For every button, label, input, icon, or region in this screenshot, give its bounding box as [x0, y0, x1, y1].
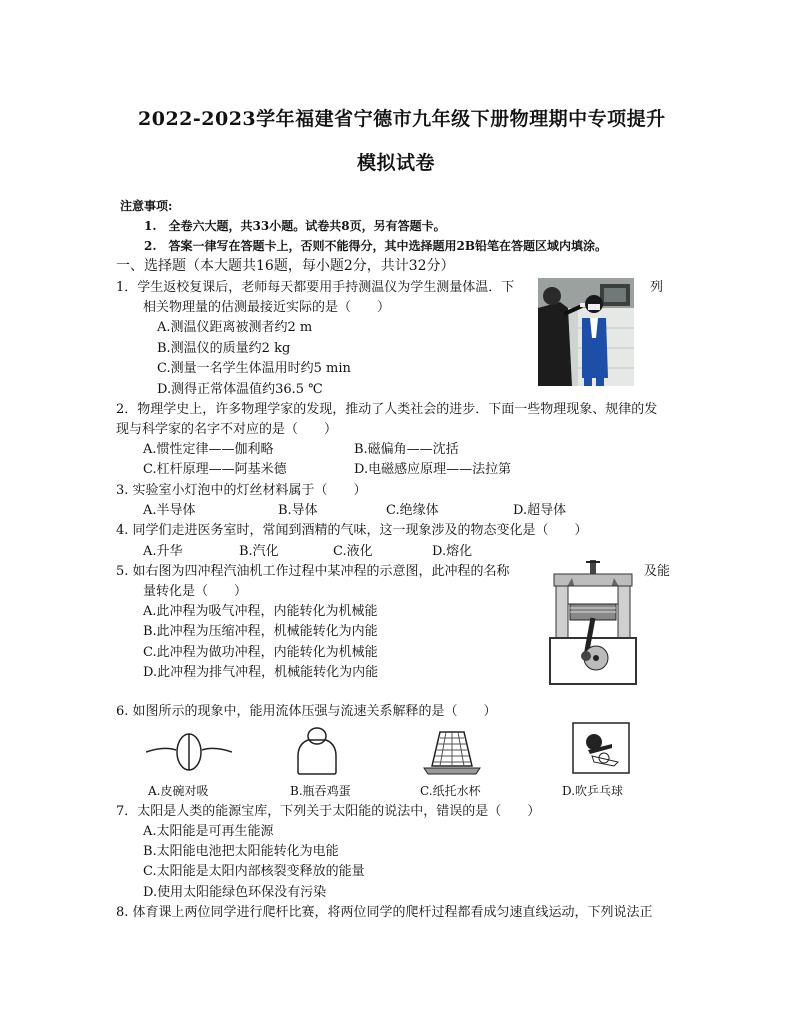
- q6-option-d: D.吹乒乓球: [562, 784, 624, 798]
- notes-heading: 注意事项:: [120, 199, 173, 213]
- q5-option-c: C.此冲程为做功冲程，内能转化为机械能: [143, 645, 378, 660]
- q7-option-d: D.使用太阳能绿色环保没有污染: [143, 885, 327, 900]
- q5-stem-line2: 量转化是（ ）: [143, 584, 248, 599]
- q1-option-d: D.测得正常体温值约36.5 ℃: [157, 382, 323, 397]
- note-1: 1. 全卷六大题，共33小题。试卷共8页，另有答题卡。: [144, 219, 446, 233]
- q7-option-b: B.太阳能电池把太阳能转化为电能: [143, 844, 339, 859]
- q5-engine-cylinder-diagram: [546, 558, 640, 688]
- q6-figure-b-bottle-egg: [294, 726, 340, 776]
- q2-stem-line2: 现与科学家的名字不对应的是（ ）: [116, 422, 338, 437]
- q5-stem-line1: 5. 如右图为四冲程汽油机工作过程中某冲程的示意图，此冲程的名称: [116, 564, 510, 579]
- q4-option-c: C.液化: [333, 544, 373, 559]
- q8-stem: 8. 体育课上两位同学进行爬杆比赛，将两位同学的爬杆过程都看成匀速直线运动，下列说法正: [116, 905, 653, 920]
- q3-stem: 3. 实验室小灯泡中的灯丝材料属于（ ）: [116, 483, 367, 498]
- q6-figure-a-suction-cups: [146, 730, 232, 774]
- q4-stem: 4. 同学们走进医务室时，常闻到酒精的气味，这一现象涉及的物态变化是（ ）: [116, 523, 588, 538]
- q1-photo-temperature-check: [538, 278, 634, 386]
- q1-stem-line1: 1．学生返校复课后，老师每天都要用手持测温仪为学生测量体温．下: [116, 280, 515, 295]
- q4-option-d: D.熔化: [432, 544, 473, 559]
- q7-option-c: C.太阳能是太阳内部核裂变释放的能量: [143, 864, 365, 879]
- q6-stem: 6. 如图所示的现象中，能用流体压强与流速关系解释的是（ ）: [116, 704, 497, 719]
- q1-option-c: C.测量一名学生体温用时约5 min: [157, 361, 351, 376]
- q5-option-b: B.此冲程为压缩冲程，机械能转化为内能: [143, 624, 378, 639]
- q2-option-b: B.磁偏角——沈括: [354, 442, 459, 457]
- q3-option-b: B.导体: [278, 503, 318, 518]
- q1-option-b: B.测温仪的质量约2 kg: [157, 341, 291, 356]
- q7-option-a: A.太阳能是可再生能源: [143, 824, 274, 839]
- page-title: 2022-2023学年福建省宁德市九年级下册物理期中专项提升: [138, 108, 666, 130]
- q6-option-c: C.纸托水杯: [420, 784, 481, 798]
- q2-option-c: C.杠杆原理——阿基米德: [143, 462, 287, 477]
- q5-option-a: A.此冲程为吸气冲程，内能转化为机械能: [143, 604, 378, 619]
- q6-figure-d-blow-pingpong: [572, 722, 630, 774]
- q1-stem-line2: 相关物理量的估测最接近实际的是（ ）: [143, 300, 391, 315]
- q6-option-b: B.瓶吞鸡蛋: [290, 784, 351, 798]
- q4-option-b: B.汽化: [239, 544, 279, 559]
- q3-option-c: C.绝缘体: [386, 503, 439, 518]
- q5-option-d: D.此冲程为排气冲程，机械能转化为内能: [143, 665, 379, 680]
- q1-option-a: A.测温仪距离被测者约2 m: [157, 320, 313, 335]
- q2-option-d: D.电磁感应原理——法拉第: [354, 462, 512, 477]
- q7-stem: 7．太阳是人类的能源宝库，下列关于太阳能的说法中，错误的是（ ）: [116, 804, 541, 819]
- section-heading: 一、选择题（本大题共16题，每小题2分，共计32分）: [116, 258, 455, 274]
- q2-option-a: A.惯性定律——伽利略: [143, 442, 274, 457]
- q3-option-d: D.超导体: [513, 503, 567, 518]
- q1-stem-tail: 列: [650, 280, 664, 295]
- q2-stem-line1: 2．物理学史上，许多物理学家的发现，推动了人类社会的进步．下面一些物理现象、规律的发: [116, 402, 658, 417]
- page-subtitle: 模拟试卷: [357, 152, 436, 174]
- q5-stem-tail: 及能: [644, 564, 671, 579]
- q4-option-a: A.升华: [143, 544, 183, 559]
- q6-figure-c-paper-cup: [410, 728, 494, 776]
- q3-option-a: A.半导体: [143, 503, 196, 518]
- q6-option-a: A.皮碗对吸: [148, 784, 209, 798]
- note-2: 2. 答案一律写在答题卡上，否则不能得分，其中选择题用2B铅笔在答题区域内填涂。: [144, 239, 608, 253]
